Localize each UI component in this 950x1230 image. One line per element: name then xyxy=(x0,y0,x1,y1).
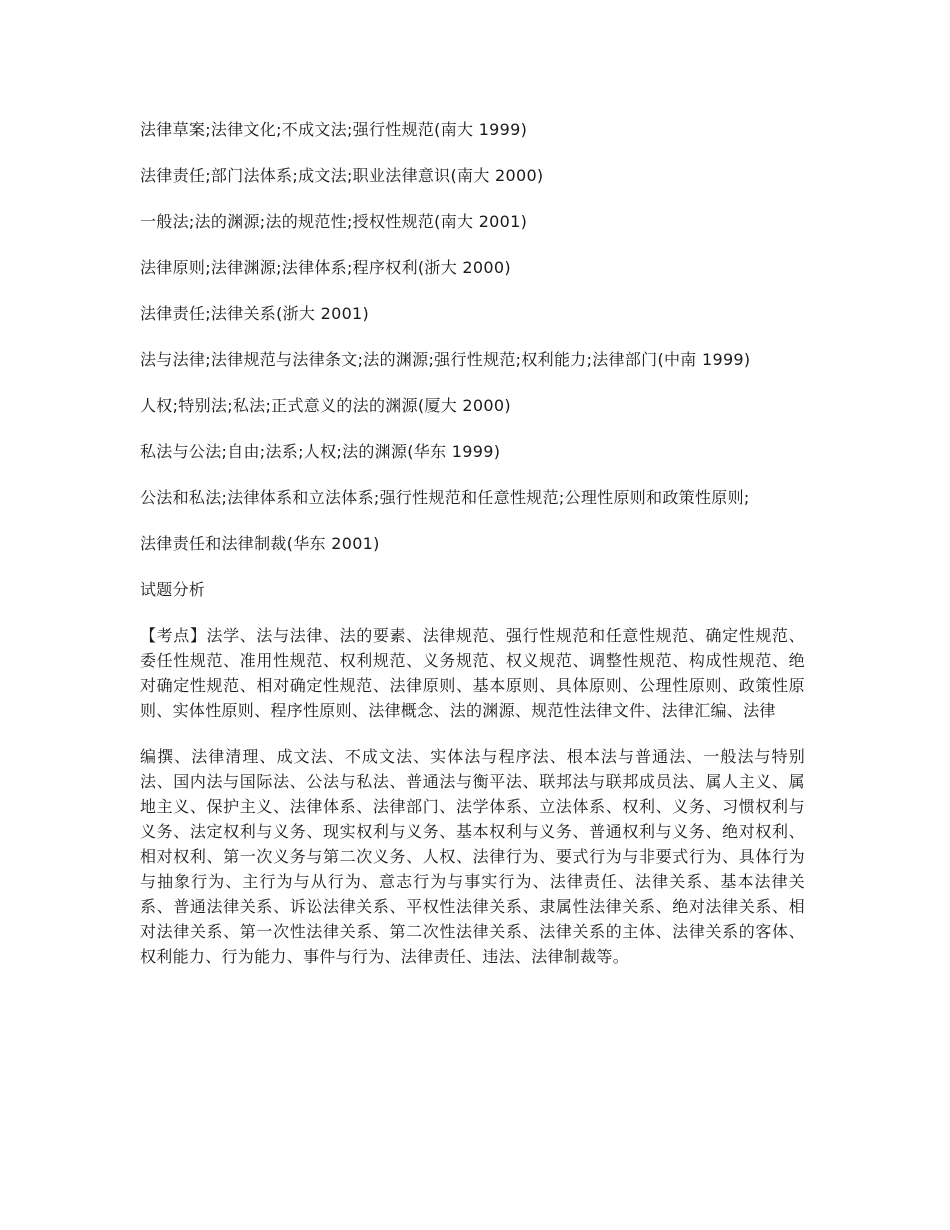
exam-term-line: 一般法;法的渊源;法的规范性;授权性规范(南大 2001) xyxy=(140,212,528,231)
document-body xyxy=(140,117,805,990)
key-points-continuation: 编撰、法律清理、成文法、不成文法、实体法与程序法、根本法与普通法、一般法与特别法、国内法与国际法、公法与私法、普通法与衡平法、联邦法与联邦成员法、属人主义、属地主义、保护主义、法律体系、法律部门、法学体系、立法体系、权利、义务、习惯权利与义务、法定权利与义务、现实权利与义务、基本权利与义务、普通权利与义务、绝对权利、相对权利、第一次义务与第二次义务、人权、法律行为、要式行为与非要式行为、具体行为与抽象行为、主行为与从行为、意志行为与事实行为、法律责任、法律关系、基本法律关系、普通法律关系、诉讼法律关系、平权性法律关系、隶属性法律关系、绝对法律关系、相对法律关系、第一次性法律关系、第二次性法律关系、法律关系的主体、法律关系的客体、权利能力、行为能力、事件与行为、法律责任、违法、法律制裁等。 xyxy=(140,747,805,966)
exam-term-line: 法律原则;法律渊源;法律体系;程序权利(浙大 2000) xyxy=(140,258,511,277)
section-heading: 试题分析 xyxy=(140,580,206,599)
key-points-paragraph: 【考点】法学、法与法律、法的要素、法律规范、强行性规范和任意性规范、确定性规范、委任性规范、准用性规范、权利规范、义务规范、权义规范、调整性规范、构成性规范、绝对确定性规范、相对确定性规范、法律原则、基本原则、具体原则、公理性原则、政策性原则、实体性原则、程序性原则、法律概念、法的渊源、规范性法律文件、法律汇编、法律 xyxy=(140,626,805,720)
exam-term-line: 人权;特别法;私法;正式意义的法的渊源(厦大 2000) xyxy=(140,396,511,415)
exam-term-line: 私法与公法;自由;法系;人权;法的渊源(华东 1999) xyxy=(140,442,501,461)
exam-term-line: 法律责任;部门法体系;成文法;职业法律意识(南大 2000) xyxy=(140,166,544,185)
exam-term-line: 法律责任;法律关系(浙大 2001) xyxy=(140,304,370,323)
exam-term-line: 法律责任和法律制裁(华东 2001) xyxy=(140,534,380,553)
exam-term-line: 法律草案;法律文化;不成文法;强行性规范(南大 1999) xyxy=(140,120,528,139)
exam-term-line: 公法和私法;法律体系和立法体系;强行性规范和任意性规范;公理性原则和政策性原则; xyxy=(140,488,750,507)
exam-term-line: 法与法律;法律规范与法律条文;法的渊源;强行性规范;权利能力;法律部门(中南 1999) xyxy=(140,350,751,369)
